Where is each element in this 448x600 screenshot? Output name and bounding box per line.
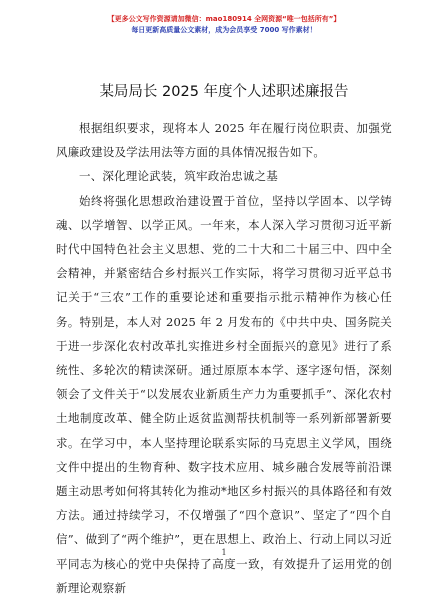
- document-title: 某局局长 2025 年度个人述职述廉报告: [99, 84, 349, 100]
- promo-banner: [0, 14, 448, 36]
- document-body: [56, 116, 392, 600]
- promo-banner-line-2: 每日更新高质量公文素材，成为会员享受 7000 写作素材！: [131, 26, 317, 34]
- section-heading: 一、深化理论武装，筑牢政治忠诚之基: [79, 169, 278, 184]
- page-number: 1: [221, 548, 227, 557]
- promo-banner-line-1: 【更多公文写作资源请加微信：mao180914 全网资源“唯一包括所有”】: [107, 15, 341, 23]
- body-paragraph: 始终将强化思想政治建设置于首位，坚持以学固本、以学铸魂、以学增智、以学正风。一年来，本人深入学习贯彻习近平新时代中国特色社会主义思想、党的二十大和二十届三中、四中全会精神，并紧密结合乡村振兴工作实际，将学习贯彻习近平总书记关于“三农”工作的重要论述和重要指示批示精神作为核心任务。特别是，本人对 2025 年 2 月发布的《中共中央、国务院关于进一步深化农村改革扎实推进乡村全面振兴的意见》进行了系统性、多轮次的精读深研。通过原原本本学、逐字逐句悟，深刻领会了文件关于“以发展农业新质生产力为重要抓手”、深化农村土地制度改革、健全防止返贫监测帮扶机制等一系列新部署新要求。在学习中，本人坚持理论联系实际的马克思主义学风，围绕文件中提出的生物育种、数字技术应用、城乡融合发展等前沿课题主动思考如何将其转化为推动*地区乡村振兴的具体路径和有效方法。通过持续学习，不仅增强了“四个意识”、坚定了“四个自信”、做到了“两个维护”，更在思想上、政治上、行动上同以习近平同志为核心的党中央保持了高度一致，有效提升了运用党的创新理论观察新: [56, 193, 392, 595]
- intro-paragraph: 根据组织要求，现将本人 2025 年在履行岗位职责、加强党风廉政建设及学法用法等方面的具体情况报告如下。: [56, 121, 392, 160]
